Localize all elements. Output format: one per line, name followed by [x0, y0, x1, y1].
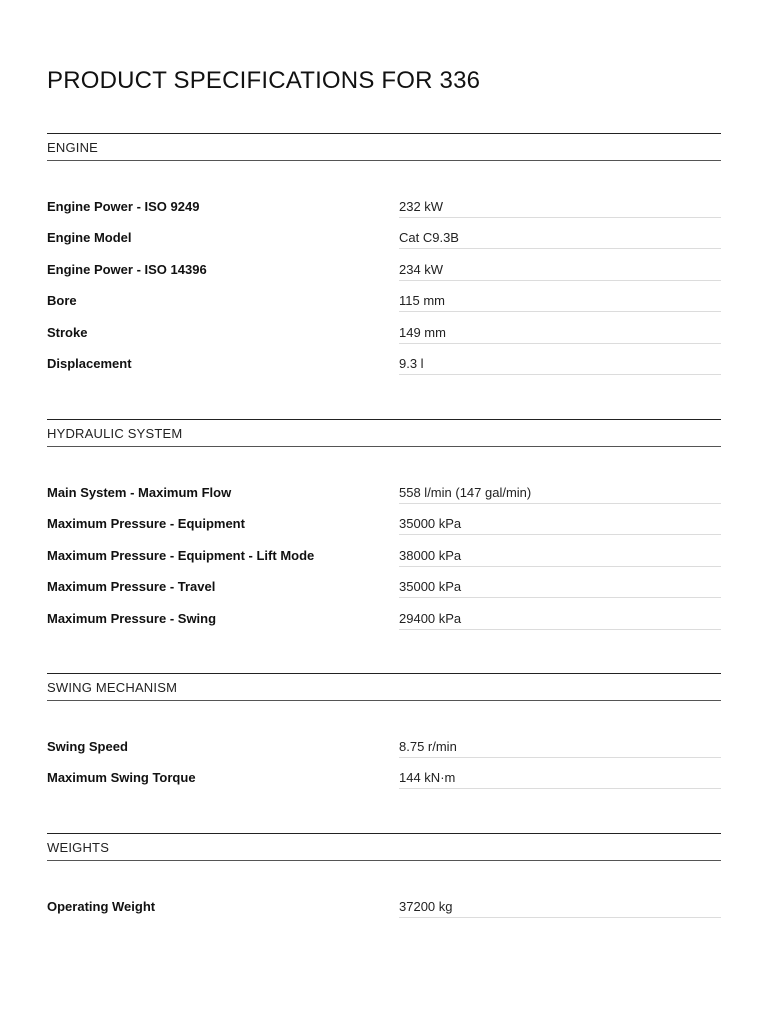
spec-value: 38000 kPa: [399, 547, 462, 563]
spec-label: Maximum Swing Torque: [47, 770, 196, 786]
spec-row: [47, 895, 721, 926]
spec-value: 29400 kPa: [399, 610, 462, 626]
row-divider: [399, 917, 721, 918]
spec-row: [47, 195, 721, 226]
row-divider: [399, 280, 721, 281]
spec-label: Maximum Pressure - Swing: [47, 610, 217, 626]
spec-row: [47, 481, 721, 512]
spec-row: [47, 512, 721, 543]
spec-row: [47, 544, 721, 575]
row-divider: [399, 757, 721, 758]
spec-row: [47, 766, 721, 797]
spec-label: Maximum Pressure - Equipment: [47, 516, 245, 532]
spec-value: 35000 kPa: [399, 579, 462, 595]
row-divider: [399, 629, 721, 630]
spec-label: Engine Model: [47, 230, 132, 246]
spec-list: [47, 735, 721, 798]
section-swing-mechanism: [47, 673, 721, 798]
spec-row: [47, 607, 721, 638]
spec-value: 8.75 r/min: [399, 739, 457, 754]
spec-value: 232 kW: [399, 199, 444, 214]
section-header: SWING MECHANISM: [47, 673, 721, 701]
row-divider: [399, 597, 721, 598]
spec-row: [47, 352, 721, 383]
section-header: ENGINE: [47, 133, 721, 161]
row-divider: [399, 788, 721, 789]
spec-row: [47, 226, 721, 257]
section-engine: [47, 133, 721, 383]
spec-value: 234 kW: [399, 261, 444, 277]
section-header: WEIGHTS: [47, 833, 721, 861]
row-divider: [399, 311, 721, 312]
spec-label: Engine Power - ISO 9249: [47, 199, 200, 214]
page-title: PRODUCT SPECIFICATIONS FOR 336: [47, 67, 481, 94]
spec-label: Maximum Pressure - Travel: [47, 579, 216, 595]
row-divider: [399, 503, 721, 504]
spec-list: [47, 481, 721, 638]
spec-label: Displacement: [47, 355, 132, 371]
spec-list: [47, 195, 721, 383]
row-divider: [399, 566, 721, 567]
spec-label: Main System - Maximum Flow: [47, 485, 232, 500]
spec-row: [47, 735, 721, 766]
spec-value: 144 kN·m: [399, 770, 456, 786]
spec-label: Bore: [47, 293, 77, 309]
spec-row: [47, 575, 721, 606]
section-hydraulic-system: [47, 419, 721, 638]
section-header: HYDRAULIC SYSTEM: [47, 419, 721, 447]
spec-value: 115 mm: [399, 293, 445, 309]
spec-value: 37200 kg: [399, 899, 453, 914]
spec-value: 35000 kPa: [399, 516, 462, 532]
spec-value: 9.3 l: [399, 355, 424, 371]
row-divider: [399, 534, 721, 535]
spec-value: 558 l/min (147 gal/min): [399, 485, 532, 500]
spec-value: 149 mm: [399, 324, 446, 340]
spec-label: Swing Speed: [47, 739, 128, 754]
spec-label: Stroke: [47, 324, 88, 340]
spec-label: Maximum Pressure - Equipment - Lift Mode: [47, 547, 315, 563]
spec-list: [47, 895, 721, 926]
row-divider: [399, 343, 721, 344]
row-divider: [399, 217, 721, 218]
spec-row: [47, 289, 721, 320]
spec-value: Cat C9.3B: [399, 230, 459, 246]
row-divider: [399, 374, 721, 375]
section-weights: [47, 833, 721, 926]
spec-row: [47, 321, 721, 352]
spec-label: Engine Power - ISO 14396: [47, 261, 207, 277]
spec-label: Operating Weight: [47, 899, 156, 914]
spec-row: [47, 258, 721, 289]
row-divider: [399, 248, 721, 249]
